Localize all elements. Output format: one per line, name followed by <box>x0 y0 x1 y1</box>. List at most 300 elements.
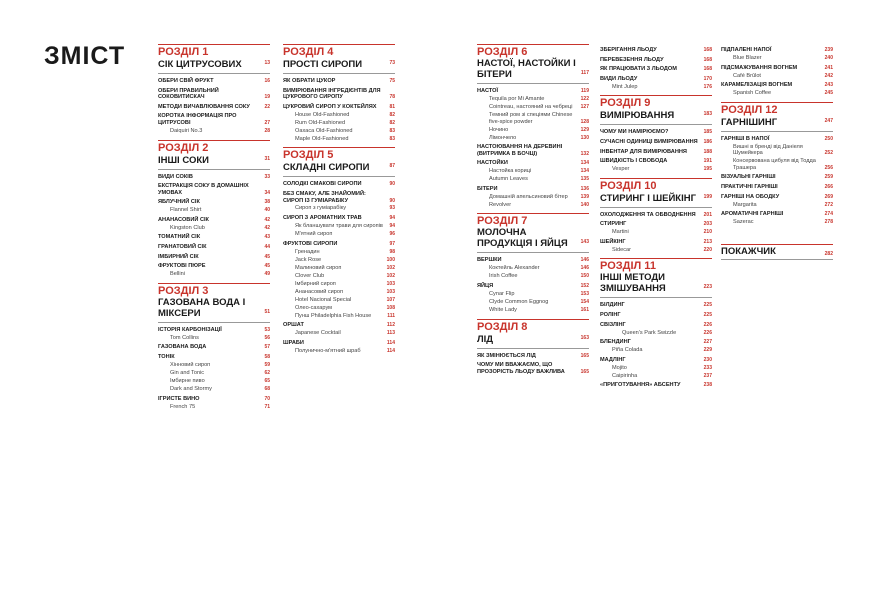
entry-page-number: 107 <box>386 296 395 303</box>
section-title[interactable] <box>283 161 395 177</box>
entry-page-number: 152 <box>580 282 589 289</box>
entry-page-number: 22 <box>264 103 270 110</box>
toc-entry[interactable] <box>600 76 712 83</box>
toc-section <box>600 258 712 389</box>
toc-entry[interactable] <box>477 160 589 167</box>
toc-subentry[interactable] <box>721 55 833 62</box>
entry-page-number: 34 <box>264 189 270 196</box>
entry-page-number: 81 <box>389 103 395 110</box>
toc-entry[interactable] <box>600 149 712 156</box>
entry-page-number: 269 <box>824 193 833 200</box>
entry-title: Japanese Cocktail <box>295 330 341 337</box>
toc-subentry[interactable] <box>283 348 395 355</box>
entry-title: «ПРИГОТУВАННЯ» АБСЕНТУ <box>600 382 681 389</box>
entry-page-number: 94 <box>389 215 395 222</box>
entry-title: ІГРИСТЕ ВИНО <box>158 395 200 402</box>
toc-entry[interactable] <box>477 257 589 264</box>
toc-subentry[interactable] <box>600 247 712 254</box>
entry-title: Малиновий сироп <box>295 264 342 271</box>
section-title[interactable] <box>600 192 712 208</box>
toc-entry[interactable] <box>600 357 712 364</box>
entry-title: АНАНАСОВИЙ СІК <box>158 216 209 223</box>
section-title-text: ВИМІРЮВАННЯ <box>600 110 675 122</box>
section-page-number: 13 <box>264 60 270 66</box>
entry-page-number: 19 <box>264 94 270 101</box>
section-title-text: ПОКАЖЧИК <box>721 245 776 257</box>
entry-title: СТИРИНГ <box>600 221 627 228</box>
toc-entry[interactable] <box>721 136 833 143</box>
toc-section <box>600 95 712 172</box>
toc-entry[interactable] <box>600 239 712 246</box>
entry-title: ШВИДКІСТЬ І СВОБОДА <box>600 158 668 165</box>
entry-page-number: 256 <box>824 164 833 171</box>
toc-section <box>721 102 833 226</box>
entry-title: Сироп з гуміарабіку <box>295 205 347 212</box>
section-header[interactable] <box>721 244 833 260</box>
toc-subentry[interactable] <box>283 112 395 119</box>
toc-subentry[interactable] <box>721 202 833 209</box>
entry-title: ЧОМУ МИ ВВАЖАЄМО, ЩО ПРОЗОРІСТЬ ЛЬОДУ ВАЖЛИВА <box>477 362 565 375</box>
entry-page-number: 82 <box>389 119 395 126</box>
entry-title: Sidecar <box>612 246 631 253</box>
toc-entry[interactable] <box>158 113 270 126</box>
entry-title: ШЕЙКІНГ <box>600 238 626 245</box>
entry-title: Piña Colada <box>612 347 643 354</box>
toc-entry[interactable] <box>283 340 395 347</box>
toc-entry[interactable] <box>158 88 270 101</box>
toc-column-1 <box>158 44 270 412</box>
entry-title: ЯЙЦЯ <box>477 282 494 289</box>
toc-subentry[interactable] <box>600 330 712 337</box>
toc-entry[interactable] <box>283 104 395 111</box>
entry-title: АРОМАТИЧНІ ГАРНІШІ <box>721 211 784 218</box>
section-title-text: МОЛОЧНА ПРОДУКЦІЯ І ЯЙЦЯ <box>477 227 568 250</box>
toc-entry[interactable] <box>158 217 270 224</box>
entry-page-number: 201 <box>703 211 712 218</box>
section-page-number: 51 <box>264 308 270 315</box>
entry-page-number: 185 <box>703 129 712 136</box>
entry-page-number: 225 <box>703 312 712 319</box>
entry-title: НАСТОЙКИ <box>477 160 508 167</box>
entry-title: Tom Collins <box>170 334 199 341</box>
toc-subentry[interactable] <box>283 128 395 135</box>
entry-page-number: 278 <box>824 219 833 226</box>
entry-page-number: 102 <box>386 272 395 279</box>
toc-subentry[interactable] <box>283 273 395 280</box>
entry-page-number: 139 <box>580 193 589 200</box>
toc-entry[interactable] <box>158 263 270 270</box>
toc-subentry[interactable] <box>477 96 589 103</box>
toc-entry[interactable] <box>600 302 712 309</box>
entry-title: ПЕРЕВЕЗЕННЯ ЛЬОДУ <box>600 56 664 63</box>
entry-page-number: 103 <box>386 280 395 287</box>
entry-page-number: 98 <box>389 248 395 255</box>
entry-title: Домашній апельсиновий бітер <box>489 193 568 200</box>
entry-title: Ананасовий сироп <box>295 288 344 295</box>
toc-subentry[interactable] <box>283 330 395 337</box>
toc-entry[interactable] <box>600 322 712 329</box>
entry-title: ВИМІРЮВАННЯ ІНГРЕДІЄНТІВ ДЛЯ ЦУКРОВОГО СИРОПУ <box>283 87 381 101</box>
entry-title: Лімончело <box>489 134 517 141</box>
toc-subentry[interactable] <box>283 289 395 296</box>
toc-subentry[interactable] <box>158 271 270 278</box>
toc-subentry[interactable] <box>158 378 270 385</box>
toc-entry[interactable] <box>477 283 589 290</box>
toc-subentry[interactable] <box>283 223 395 230</box>
toc-column-2 <box>283 44 395 356</box>
toc-entry[interactable] <box>158 396 270 403</box>
entry-title: Mojito <box>612 364 627 371</box>
toc-subentry[interactable] <box>283 281 395 288</box>
toc-subentry[interactable] <box>158 335 270 342</box>
section-title-text: ЛІД <box>477 333 494 345</box>
toc-subentry[interactable] <box>283 231 395 238</box>
entry-page-number: 165 <box>580 352 589 359</box>
entry-page-number: 168 <box>703 66 712 73</box>
entry-title: Flannel Shirt <box>170 207 202 214</box>
toc-entry[interactable] <box>158 174 270 181</box>
section-header <box>600 95 712 125</box>
entry-title: БІЛДИНГ <box>600 302 625 309</box>
entry-title: ЯБЛУЧНИЙ СІК <box>158 199 200 206</box>
section-title[interactable] <box>158 58 270 74</box>
entry-title: ОХОЛОДЖЕННЯ ТА ОБВОДНЕННЯ <box>600 211 696 218</box>
toc-subentry[interactable] <box>721 158 833 171</box>
entry-title: Гренадин <box>295 248 320 255</box>
entry-title: Queen's Park Swizzle <box>622 329 677 336</box>
toc-entry[interactable] <box>721 82 833 89</box>
entry-title: ШРАБИ <box>283 339 304 346</box>
entry-title: КОРОТКА ІНФОРМАЦІЯ ПРО ЦИТРУСОВІ <box>158 113 237 126</box>
toc-entry[interactable] <box>721 65 833 72</box>
section-title[interactable] <box>158 154 270 170</box>
toc-subentry[interactable] <box>477 307 589 314</box>
entry-title: БЛЕНДИНГ <box>600 339 631 346</box>
toc-subentry[interactable] <box>158 386 270 393</box>
entry-page-number: 128 <box>580 118 589 125</box>
toc-entry[interactable] <box>283 215 395 222</box>
entry-page-number: 78 <box>389 94 395 101</box>
toc-entry[interactable] <box>283 322 395 329</box>
toc-entry[interactable] <box>158 354 270 361</box>
toc-subentry[interactable] <box>283 257 395 264</box>
section-page-number: 183 <box>703 111 712 118</box>
section-page-number: 223 <box>703 284 712 291</box>
entry-page-number: 114 <box>386 339 395 346</box>
entry-page-number: 259 <box>824 174 833 181</box>
section-title[interactable] <box>477 58 589 84</box>
entry-title: French 75 <box>170 403 196 410</box>
entry-page-number: 225 <box>703 302 712 309</box>
section-page-number: 163 <box>580 334 589 341</box>
toc-subentry[interactable] <box>477 104 589 111</box>
entry-page-number: 43 <box>264 234 270 241</box>
toc-subentry[interactable] <box>600 365 712 372</box>
entry-title: РОЛІНГ <box>600 312 621 319</box>
toc-subentry[interactable] <box>477 202 589 209</box>
entry-title: ОРШАТ <box>283 322 304 329</box>
toc-subentry[interactable] <box>477 135 589 142</box>
toc-subentry[interactable] <box>477 112 589 125</box>
toc-subentry[interactable] <box>283 313 395 320</box>
entry-page-number: 243 <box>824 82 833 89</box>
entry-title: Revolver <box>489 201 512 208</box>
entry-page-number: 49 <box>264 271 270 278</box>
section-number: РОЗДІЛ 10 <box>600 179 657 192</box>
toc-entry[interactable] <box>283 191 395 204</box>
section-header <box>477 319 589 349</box>
toc-section <box>283 147 395 354</box>
entry-title: Dark and Stormy <box>170 385 212 392</box>
toc-entry[interactable] <box>477 353 589 360</box>
toc-entry[interactable] <box>477 88 589 95</box>
entry-page-number: 90 <box>389 181 395 188</box>
entry-page-number: 83 <box>389 127 395 134</box>
section-title-text: СТИРИНГ І ШЕЙКІНГ <box>600 192 696 204</box>
entry-page-number: 226 <box>703 321 712 328</box>
toc-entry[interactable] <box>721 194 833 201</box>
entry-page-number: 96 <box>389 231 395 238</box>
toc-subentry[interactable] <box>721 73 833 80</box>
section-title[interactable] <box>158 297 270 323</box>
section-title-text: ГАЗОВАНА ВОДА І МІКСЕРИ <box>158 296 246 319</box>
toc-subentry[interactable] <box>283 305 395 312</box>
toc-entry[interactable] <box>721 174 833 181</box>
entry-page-number: 59 <box>264 362 270 368</box>
toc-section <box>158 140 270 278</box>
entry-title: Martini <box>612 229 629 236</box>
entry-title: Консервована цибуля від Тодда Трашера <box>733 158 816 171</box>
section-number: РОЗДІЛ 12 <box>721 103 778 116</box>
entry-title: Полунично-м'ятний шраб <box>295 347 361 354</box>
section-title[interactable] <box>283 58 395 74</box>
toc-subentry[interactable] <box>283 136 395 143</box>
toc-section <box>721 47 833 97</box>
section-title-text: НАСТОЇ, НАСТОЙКИ І БІТЕРИ <box>477 58 576 80</box>
toc-entry[interactable] <box>283 88 395 101</box>
entry-title: Gin and Tonic <box>170 369 205 376</box>
toc-section <box>158 283 270 410</box>
toc-subentry[interactable] <box>721 90 833 97</box>
entry-title: ІСТОРІЯ КАРБОНІЗАЦІЇ <box>158 326 222 333</box>
entry-page-number: 112 <box>386 322 395 329</box>
section-page-number: 282 <box>824 250 833 257</box>
toc-subentry[interactable] <box>477 265 589 272</box>
entry-page-number: 38 <box>264 199 270 206</box>
entry-title: Як бланшувати трави для сиропів <box>295 223 383 230</box>
toc-entry[interactable] <box>158 104 270 111</box>
toc-entry[interactable] <box>283 78 395 85</box>
toc-subentry[interactable] <box>283 297 395 304</box>
toc-subentry[interactable] <box>158 404 270 411</box>
toc-subentry[interactable] <box>283 120 395 127</box>
entry-title: Імбирний сироп <box>295 280 336 287</box>
entry-page-number: 62 <box>264 369 270 376</box>
toc-subentry[interactable] <box>600 166 712 173</box>
toc-subentry[interactable] <box>477 176 589 183</box>
entry-title: Настойка кориці <box>489 168 532 175</box>
entry-title: Irish Coffee <box>489 273 518 280</box>
entry-title: СОЛОДКІ СМАКОВІ СИРОПИ <box>283 181 362 188</box>
entry-title: Kingston Club <box>170 224 205 231</box>
toc-subentry[interactable] <box>158 225 270 232</box>
toc-subentry[interactable] <box>721 144 833 157</box>
toc-subentry[interactable] <box>477 194 589 201</box>
section-title[interactable] <box>477 333 589 349</box>
toc-entry[interactable] <box>721 184 833 191</box>
entry-title: ІНВЕНТАР ДЛЯ ВИМІРЮВАННЯ <box>600 148 687 155</box>
toc-subentry[interactable] <box>600 373 712 380</box>
section-page-number: 199 <box>703 193 712 200</box>
entry-title: ЯК ПРАЦЮВАТИ З ЛЬОДОМ <box>600 66 677 73</box>
toc-subentry[interactable] <box>477 291 589 298</box>
section-header <box>158 44 270 74</box>
section-title[interactable] <box>721 116 833 132</box>
toc-entry[interactable] <box>283 181 395 188</box>
section-page-number: 143 <box>580 239 589 246</box>
entry-title: ГАРНІШІ НА ОБОДКУ <box>721 193 780 200</box>
entry-title: Ночино <box>489 126 509 133</box>
section-number: РОЗДІЛ 2 <box>158 141 209 154</box>
entry-title: Коктейль Alexander <box>489 265 540 272</box>
entry-title: ГАРНІШІ В НАПОЇ <box>721 135 770 142</box>
section-page-number: 117 <box>580 70 589 76</box>
toc-subentry[interactable] <box>721 219 833 226</box>
toc-subentry[interactable] <box>283 249 395 256</box>
toc-subentry[interactable] <box>477 127 589 134</box>
entry-page-number: 240 <box>824 54 833 61</box>
toc-entry[interactable] <box>600 158 712 165</box>
entry-title: Імбирне пиво <box>170 377 205 384</box>
entry-page-number: 165 <box>580 368 589 375</box>
toc-entry[interactable] <box>600 66 712 73</box>
entry-page-number: 42 <box>264 216 270 223</box>
toc-subentry[interactable] <box>283 265 395 272</box>
entry-title: Темний ром зі спеціями Chinese five-spice powder <box>489 111 573 125</box>
toc-section <box>283 44 395 142</box>
toc-entry[interactable] <box>721 47 833 54</box>
entry-title: КАРАМЕЛІЗАЦІЯ ВОГНЕМ <box>721 82 793 89</box>
entry-page-number: 102 <box>386 264 395 271</box>
section-number: РОЗДІЛ 8 <box>477 320 528 333</box>
entry-title: Autumn Leaves <box>489 176 528 183</box>
entry-title: Spanish Coffee <box>733 90 772 97</box>
toc-entry[interactable] <box>600 221 712 228</box>
toc-section <box>600 47 712 90</box>
entry-title: ВЕРШКИ <box>477 257 502 264</box>
entry-title: ЯК ЗМІНЮЄТЬСЯ ЛІД <box>477 352 536 359</box>
toc-entry[interactable] <box>721 211 833 218</box>
toc-subentry[interactable] <box>477 299 589 306</box>
toc-subentry[interactable] <box>477 273 589 280</box>
entry-page-number: 153 <box>580 290 589 297</box>
toc-entry[interactable] <box>158 254 270 261</box>
entry-title: Bellini <box>170 271 185 278</box>
toc-subentry[interactable] <box>158 362 270 369</box>
entry-page-number: 119 <box>580 88 589 94</box>
entry-page-number: 132 <box>580 150 589 157</box>
section-title[interactable] <box>600 109 712 125</box>
toc-subentry[interactable] <box>600 347 712 354</box>
entry-title: ВИДИ СОКІВ <box>158 173 193 180</box>
entry-page-number: 134 <box>580 160 589 167</box>
section-title[interactable] <box>477 227 589 253</box>
entry-page-number: 237 <box>703 372 712 379</box>
entry-page-number: 82 <box>389 111 395 118</box>
entry-page-number: 75 <box>389 78 395 84</box>
toc-section <box>477 44 589 208</box>
toc-entry[interactable] <box>600 382 712 389</box>
entry-page-number: 53 <box>264 326 270 333</box>
toc-subentry[interactable] <box>477 168 589 175</box>
entry-page-number: 83 <box>389 135 395 142</box>
toc-entry[interactable] <box>600 339 712 346</box>
toc-entry[interactable] <box>600 129 712 136</box>
entry-page-number: 213 <box>703 238 712 245</box>
toc-entry[interactable] <box>600 57 712 64</box>
entry-page-number: 130 <box>580 134 589 141</box>
entry-page-number: 274 <box>824 211 833 218</box>
toc-subentry[interactable] <box>283 205 395 212</box>
entry-page-number: 161 <box>580 306 589 313</box>
toc-subentry[interactable] <box>158 128 270 135</box>
toc-entry[interactable] <box>158 183 270 196</box>
entry-title: НАСТОЮВАННЯ НА ДЕРЕВИНІ (ВИТРИМКА В БОЧЦІ) <box>477 144 563 157</box>
entry-title: БЕЗ СМАКУ, АЛЕ ЗНАЙОМИЙ: СИРОП ІЗ ГУМІАРАБІКУ <box>283 190 366 204</box>
toc-entry[interactable] <box>477 362 589 375</box>
entry-title: ТОМАТНИЙ СІК <box>158 234 201 241</box>
toc-subentry[interactable] <box>600 84 712 91</box>
entry-title: ТОНІК <box>158 354 175 361</box>
section-title-text: ІНШІ МЕТОДИ ЗМІШУВАННЯ <box>600 272 666 295</box>
entry-title: Rum Old-Fashioned <box>295 119 346 126</box>
entry-page-number: 70 <box>264 395 270 402</box>
entry-page-number: 93 <box>389 205 395 212</box>
entry-title: СВІЗЛІНГ <box>600 321 626 328</box>
entry-page-number: 154 <box>580 298 589 305</box>
toc-entry[interactable] <box>600 212 712 219</box>
entry-title: Clover Club <box>295 272 325 279</box>
toc-entry[interactable] <box>158 344 270 351</box>
toc-entry[interactable] <box>477 186 589 193</box>
toc-entry[interactable] <box>283 241 395 248</box>
entry-page-number: 266 <box>824 184 833 191</box>
section-page-number: 31 <box>264 155 270 162</box>
entry-title: Clyde Common Eggnog <box>489 298 549 305</box>
entry-title: ІМБИРНИЙ СІК <box>158 253 199 260</box>
toc-section <box>721 244 833 260</box>
toc-entry[interactable] <box>600 47 712 54</box>
toc-entry[interactable] <box>158 234 270 241</box>
toc-entry[interactable] <box>158 78 270 85</box>
toc-entry[interactable] <box>158 327 270 334</box>
toc-entry[interactable] <box>477 144 589 157</box>
section-page-number: 247 <box>824 117 833 124</box>
toc-entry[interactable] <box>158 199 270 206</box>
toc-subentry[interactable] <box>158 207 270 214</box>
entry-page-number: 44 <box>264 244 270 251</box>
toc-entry[interactable] <box>600 139 712 146</box>
section-title[interactable] <box>600 272 712 298</box>
toc-entry[interactable] <box>158 244 270 251</box>
toc-entry[interactable] <box>600 312 712 319</box>
toc-subentry[interactable] <box>600 229 712 236</box>
toc-subentry[interactable] <box>158 370 270 377</box>
entry-page-number: 58 <box>264 354 270 361</box>
entry-page-number: 135 <box>580 176 589 183</box>
entry-title: ЦУКРОВИЙ СИРОП У КОКТЕЙЛЯХ <box>283 103 377 110</box>
entry-title: ВИДИ ЛЬОДУ <box>600 75 638 82</box>
